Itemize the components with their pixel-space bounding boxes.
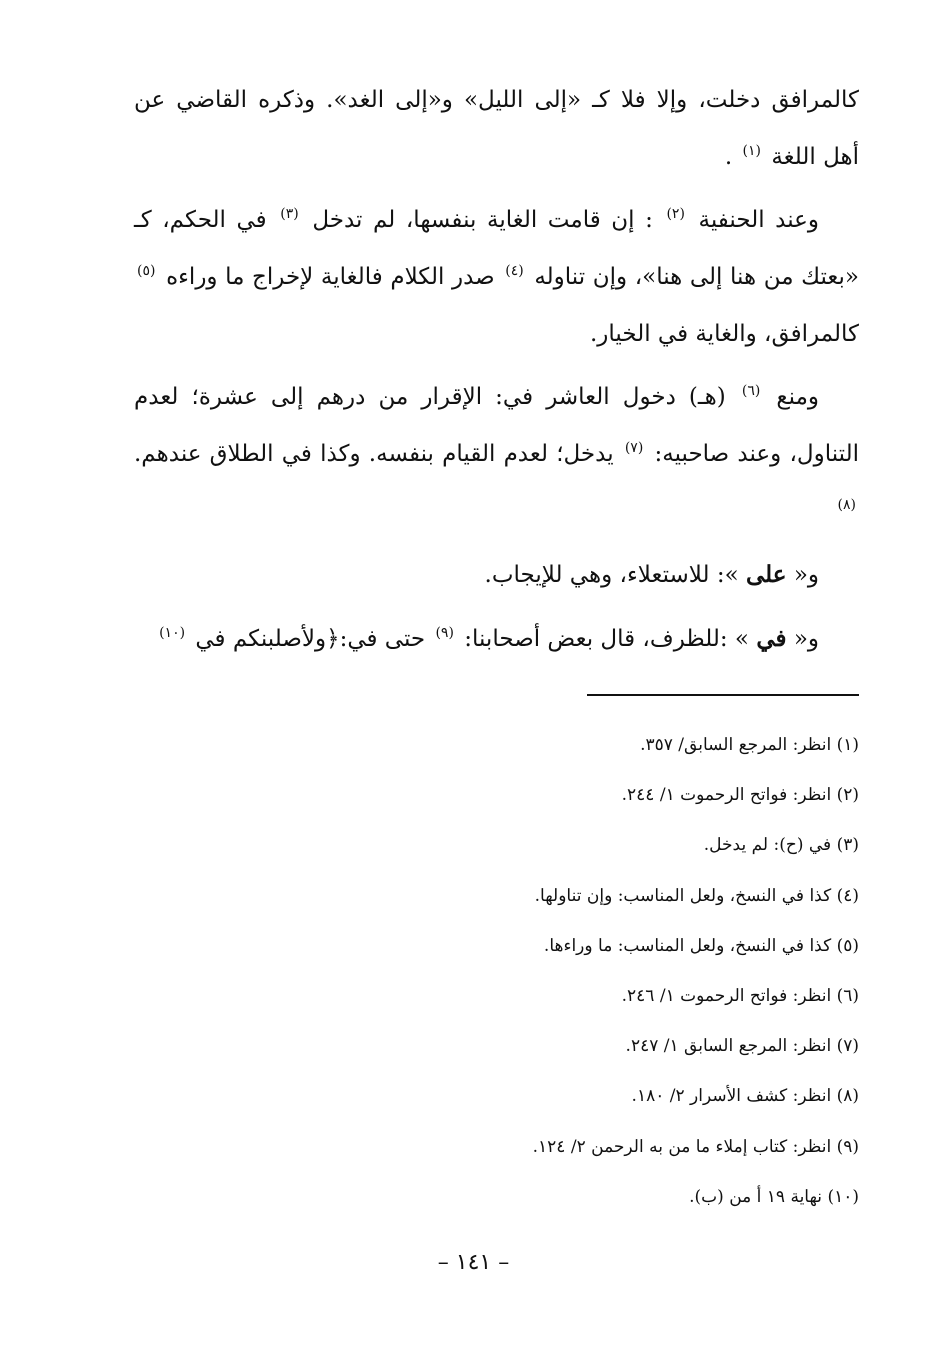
footnote-reference: (٥) xyxy=(137,263,156,280)
footnote: (٦) انظر: فواتح الرحموت ١/ ٢٤٦. xyxy=(621,986,859,1007)
text-run: وعند الحنفية xyxy=(698,207,820,233)
text-run: ومنع xyxy=(776,384,820,410)
footnote: (٩) انظر: كتاب إملاء ما من به الرحمن ٢/ ١٢٤. xyxy=(532,1136,859,1157)
footnote-reference: (٣) xyxy=(280,206,299,223)
footnote-separator xyxy=(587,694,859,696)
text-run: حتى في:﴿ولأصلبنكم في xyxy=(195,626,426,652)
text-run: كالمرافق، والغاية في الخيار. xyxy=(590,321,859,347)
footnote-reference: (٩) xyxy=(435,625,454,642)
footnotes xyxy=(134,720,859,1222)
footnote-reference: (٧) xyxy=(624,440,644,457)
footnote-reference: (٦) xyxy=(741,383,761,400)
footnote: (٢) انظر: فواتح الرحموت ١/ ٢٤٤. xyxy=(621,785,859,806)
footnote-reference: (١٠) xyxy=(159,625,186,642)
footnote: (٧) انظر: المرجع السابق ١/ ٢٤٧. xyxy=(625,1036,859,1057)
text-run: في الحكم، كـ «بعتك من هنا إلى هنا»، وإن تناوله xyxy=(134,207,859,290)
main-text xyxy=(134,72,859,674)
footnote: (٣) في (ح): لم يدخل. xyxy=(703,835,859,856)
paragraph xyxy=(134,546,859,604)
text-run: (هـ) دخول العاشر في: الإقرار من درهم إلى عشرة؛ لعدم التناول، وعند صاحبيه: xyxy=(134,384,859,467)
footnote-reference: (٢) xyxy=(666,206,685,223)
page-number: – ١٤١ – xyxy=(437,1250,510,1275)
paragraph xyxy=(134,369,859,540)
text-run: و« xyxy=(793,562,819,588)
text-run: . xyxy=(724,144,733,170)
footnote: (١٠) نهاية ١٩ أ من (ب). xyxy=(689,1186,859,1207)
bold-term: على xyxy=(745,561,787,588)
text-run: و« xyxy=(793,626,819,652)
paragraph xyxy=(134,192,859,363)
footnote-reference: (٤) xyxy=(505,263,524,280)
text-run: صدر الكلام فالغاية لإخراج ما وراءه xyxy=(166,264,495,290)
footnote: (٥) كذا في النسخ، ولعل المناسب: ما وراءها. xyxy=(543,935,859,956)
footnote: (٨) انظر: كشف الأسرار ٢/ ١٨٠. xyxy=(631,1086,859,1107)
text-run: » :للظرف، قال بعض أصحابنا: xyxy=(464,626,750,652)
footnote-reference: (٨) xyxy=(837,497,856,514)
footnote: (٤) كذا في النسخ، ولعل المناسب: وإن تناولها. xyxy=(534,885,859,906)
text-run: يدخل؛ لعدم القيام بنفسه. وكذا في الطلاق عندهم. xyxy=(134,441,614,467)
footnote: (١) انظر: المرجع السابق/ ٣٥٧. xyxy=(640,735,859,755)
bold-term: في xyxy=(756,625,787,652)
paragraph xyxy=(134,72,859,186)
text-run: : إن قامت الغاية بنفسها، لم تدخل xyxy=(312,207,653,233)
text-run: »: للاستعلاء، وهي للإيجاب. xyxy=(484,562,739,588)
text-run: كالمرافق دخلت، وإلا فلا كـ «إلى الليل» و«إلى الغد». وذكره القاضي عن أهل اللغة xyxy=(134,87,859,170)
paragraph xyxy=(134,610,859,668)
footnote-reference: (١) xyxy=(742,143,761,160)
